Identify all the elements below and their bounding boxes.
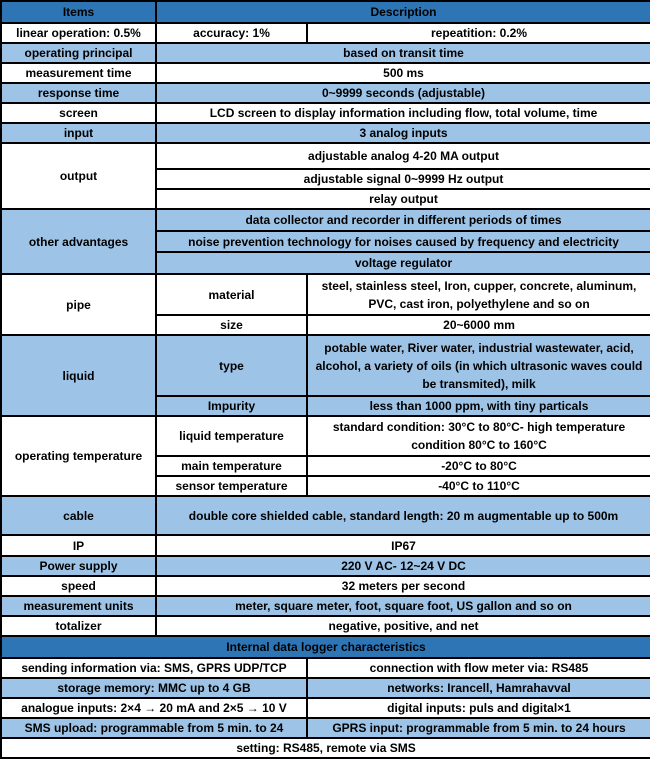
liquid-temperature-value: standard condition: 30°C to 80°C- high temperature condition 80°C to 160°C (307, 416, 650, 456)
response-time-value: 0~9999 seconds (adjustable) (156, 83, 650, 103)
screen-value: LCD screen to display information including flow, total volume, time (156, 103, 650, 123)
liquid-label: liquid (1, 335, 156, 416)
main-temperature-value: -20°C to 80°C (307, 456, 650, 476)
row-response-time (1, 83, 650, 103)
row-datalogger-4 (1, 718, 650, 738)
row-temp-liquid (1, 416, 650, 456)
operating-principal-value: based on transit time (156, 43, 650, 63)
main-temperature-label: main temperature (156, 456, 307, 476)
operating-temperature-label: operating temperature (1, 416, 156, 496)
row-ip (1, 535, 650, 556)
row-datalogger-title (1, 636, 650, 658)
header-description-cell: Description (156, 1, 650, 23)
row-measurement-units (1, 596, 650, 616)
row-power-supply (1, 556, 650, 576)
totalizer-value: negative, positive, and net (156, 616, 650, 636)
row-datalogger-setting (1, 738, 650, 758)
row-accuracy (1, 23, 650, 43)
datalogger-setting-cell: setting: RS485, remote via SMS (1, 738, 650, 758)
pipe-material-value: steel, stainless steel, Iron, cupper, concrete, aluminum, PVC, cast iron, polyethylene and so on (307, 274, 650, 315)
datalogger-section-title: Internal data logger characteristics (1, 636, 650, 658)
advantage-data-collector: data collector and recorder in different periods of times (156, 209, 650, 231)
row-cable (1, 496, 650, 535)
power-supply-label: Power supply (1, 556, 156, 576)
measurement-units-label: measurement units (1, 596, 156, 616)
advantage-noise-prevention: noise prevention technology for noises caused by frequency and electricity (156, 231, 650, 252)
liquid-type-label: type (156, 335, 307, 396)
output-relay-value: relay output (156, 189, 650, 209)
datalogger-digital-inputs-cell: digital inputs: puls and digital×1 (307, 698, 650, 718)
datalogger-connection-cell: connection with flow meter via: RS485 (307, 658, 650, 678)
pipe-size-label: size (156, 315, 307, 335)
datalogger-sms-upload-cell: SMS upload: programmable from 5 min. to 24 (1, 718, 307, 738)
pipe-label: pipe (1, 274, 156, 335)
row-liquid-type (1, 335, 650, 396)
row-input (1, 123, 650, 143)
output-signal-value: adjustable signal 0~9999 Hz output (156, 169, 650, 189)
row-operating-principal (1, 43, 650, 63)
speed-value: 32 meters per second (156, 576, 650, 596)
row-screen (1, 103, 650, 123)
header-items-cell: Items (1, 1, 156, 23)
sensor-temperature-label: sensor temperature (156, 476, 307, 496)
accuracy-cell: accuracy: 1% (156, 23, 307, 43)
measurement-units-value: meter, square meter, foot, square foot, US gallon and so on (156, 596, 650, 616)
speed-label: speed (1, 576, 156, 596)
power-supply-value: 220 V AC- 12~24 V DC (156, 556, 650, 576)
operating-principal-label: operating principal (1, 43, 156, 63)
totalizer-label: totalizer (1, 616, 156, 636)
output-label: output (1, 143, 156, 209)
output-analog-value: adjustable analog 4-20 MA output (156, 143, 650, 169)
input-label: input (1, 123, 156, 143)
row-pipe-material (1, 274, 650, 315)
datalogger-gprs-input-cell: GPRS input: programmable from 5 min. to 24 hours (307, 718, 650, 738)
row-datalogger-2 (1, 678, 650, 698)
ip-value: IP67 (156, 535, 650, 556)
pipe-material-label: material (156, 274, 307, 315)
measurement-time-value: 500 ms (156, 63, 650, 83)
liquid-temperature-label: liquid temperature (156, 416, 307, 456)
measurement-time-label: measurement time (1, 63, 156, 83)
liquid-impurity-value: less than 1000 ppm, with tiny particals (307, 396, 650, 416)
row-output-1 (1, 143, 650, 169)
cable-label: cable (1, 496, 156, 535)
row-speed (1, 576, 650, 596)
row-measurement-time (1, 63, 650, 83)
row-datalogger-1 (1, 658, 650, 678)
row-table-header (1, 1, 650, 23)
response-time-label: response time (1, 83, 156, 103)
input-value: 3 analog inputs (156, 123, 650, 143)
linear-operation-cell: linear operation: 0.5% (1, 23, 156, 43)
row-advantages-1 (1, 209, 650, 231)
datalogger-analogue-inputs-cell: analogue inputs: 2×4 → 20 mA and 2×5 → 10 V (1, 698, 307, 718)
advantage-voltage-regulator: voltage regulator (156, 252, 650, 274)
liquid-type-value: potable water, River water, industrial wastewater, acid, alcohol, a variety of oils (in which ultrasonic waves could be transmited), milk (307, 335, 650, 396)
datalogger-networks-cell: networks: Irancell, Hamrahavval (307, 678, 650, 698)
datalogger-storage-cell: storage memory: MMC up to 4 GB (1, 678, 307, 698)
pipe-size-value: 20~6000 mm (307, 315, 650, 335)
repeatition-cell: repeatition: 0.2% (307, 23, 650, 43)
other-advantages-label: other advantages (1, 209, 156, 274)
datalogger-sending-cell: sending information via: SMS, GPRS UDP/TCP (1, 658, 307, 678)
row-datalogger-3 (1, 698, 650, 718)
ip-label: IP (1, 535, 156, 556)
liquid-impurity-label: Impurity (156, 396, 307, 416)
sensor-temperature-value: -40°C to 110°C (307, 476, 650, 496)
cable-value: double core shielded cable, standard length: 20 m augmentable up to 500m (156, 496, 650, 535)
row-totalizer (1, 616, 650, 636)
screen-label: screen (1, 103, 156, 123)
